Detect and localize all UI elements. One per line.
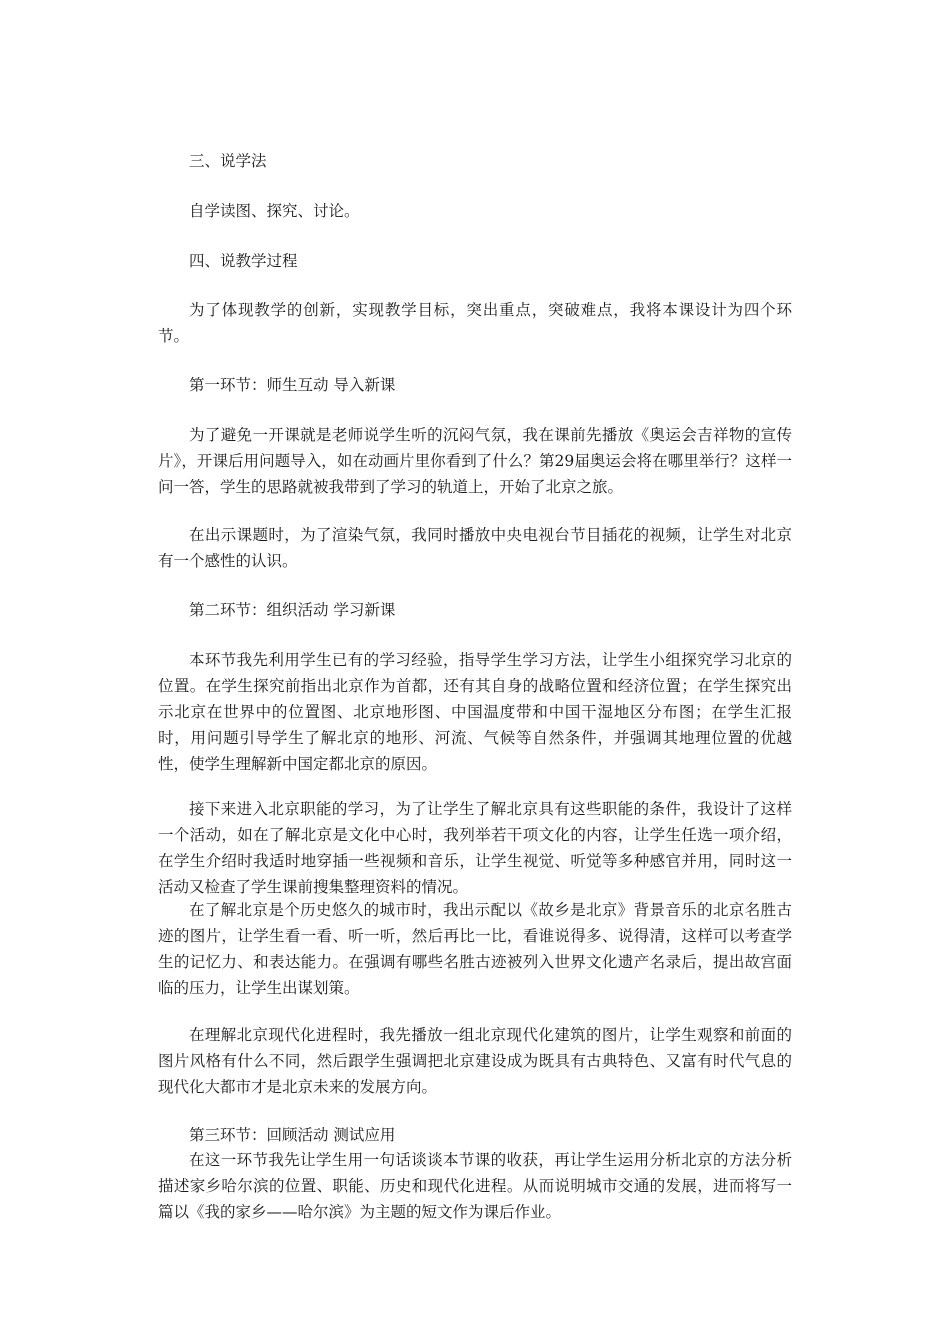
stage1-paragraph-1: 为了避免一开课就是老师说学生听的沉闷气氛，我在课前先播放《奥运会吉祥物的宣传片》，开课后用问题导入，如在动画片里你看到了什么？第29届奥运会将在哪里举行？这样一问一答，学生的思路就被我带到了学习的轨道上，开始了北京之旅。 bbox=[158, 426, 792, 496]
stage2-title: 第二环节：组织活动 学习新课 bbox=[189, 601, 396, 619]
stage3-paragraph-1: 在这一环节我先让学生用一句话谈谈本节课的收获，再让学生运用分析北京的方法分析描述家乡哈尔滨的位置、职能、历史和现代化进程。从而说明城市交通的发展，进而将写一篇以《我的家乡——哈尔滨》为主题的短文作为课后作业。 bbox=[158, 1151, 792, 1221]
stage2-paragraph-2: 接下来进入北京职能的学习，为了让学生了解北京具有这些职能的条件，我设计了这样一个活动，如在了解北京是文化中心时，我列举若干项文化的内容，让学生任选一项介绍，在学生介绍时我适时地穿插一些视频和音乐，让学生视觉、听觉等多种感官并用，同时这一活动又检查了学生课前搜集整理资料的情况。 bbox=[158, 800, 792, 896]
stage1-paragraph-2: 在出示课题时，为了渲染气氛，我同时播放中央电视台节目插花的视频，让学生对北京有一个感性的认识。 bbox=[158, 526, 792, 570]
section-heading-learning-methods: 三、说学法 bbox=[189, 152, 267, 170]
stage2-paragraph-4: 在理解北京现代化进程时，我先播放一组北京现代化建筑的图片，让学生观察和前面的图片风格有什么不同，然后跟学生强调把北京建设成为既具有古典特色、又富有时代气息的现代化大都市才是北京未来的发展方向。 bbox=[158, 1026, 792, 1096]
stage3-title: 第三环节：回顾活动 测试应用 bbox=[189, 1126, 396, 1144]
stage2-paragraph-3: 在了解北京是个历史悠久的城市时，我出示配以《故乡是北京》背景音乐的北京名胜古迹的图片，让学生看一看、听一听，然后再比一比，看谁说得多、说得清，这样可以考查学生的记忆力、和表达能力。在强调有哪些名胜古迹被列入世界文化遗产名录后，提出故宫面临的压力，让学生出谋划策。 bbox=[158, 901, 792, 997]
stage1-title: 第一环节：师生互动 导入新课 bbox=[189, 376, 396, 394]
learning-methods-text: 自学读图、探究、讨论。 bbox=[189, 202, 360, 220]
process-intro-paragraph: 为了体现教学的创新，实现教学目标，突出重点，突破难点，我将本课设计为四个环节。 bbox=[158, 301, 792, 345]
stage2-paragraph-1: 本环节我先利用学生已有的学习经验，指导学生学习方法，让学生小组探究学习北京的位置。在学生探究前指出北京作为首都，还有其自身的战略位置和经济位置；在学生探究出示北京在世界中的位置图、北京地形图、中国温度带和中国干湿地区分布图；在学生汇报时，用问题引导学生了解北京的地形、河流、气候等自然条件，并强调其地理位置的优越性，使学生理解新中国定都北京的原因。 bbox=[158, 651, 792, 773]
section-heading-teaching-process: 四、说教学过程 bbox=[189, 252, 298, 270]
